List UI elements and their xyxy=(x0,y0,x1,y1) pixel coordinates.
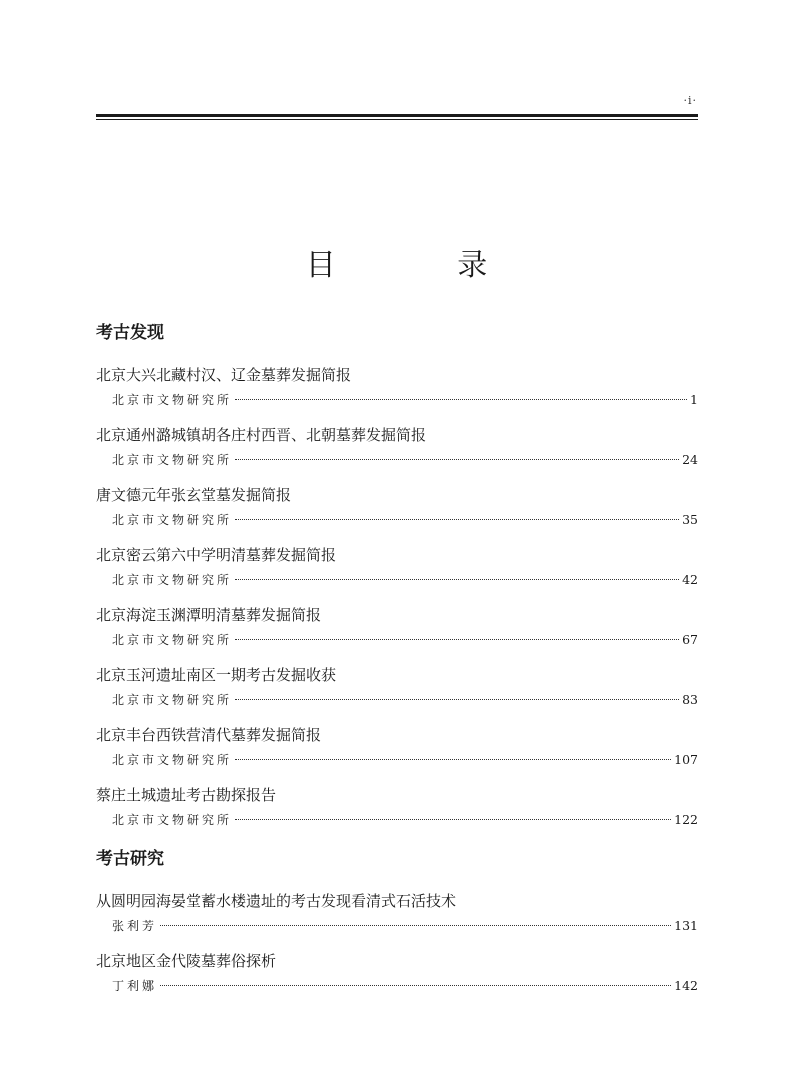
entry-title: 北京密云第六中学明清墓葬发掘简报 xyxy=(96,546,337,564)
dot-leader xyxy=(160,985,671,986)
toc-section xyxy=(96,844,698,1008)
entry-title: 北京海淀玉渊潭明清墓葬发掘简报 xyxy=(96,606,322,624)
entry-page: 67 xyxy=(682,632,698,647)
toc-entry[interactable] xyxy=(96,888,698,948)
dot-leader xyxy=(235,699,679,700)
toc-entry[interactable] xyxy=(96,362,698,422)
page-number: ·i· xyxy=(683,94,697,107)
dot-leader xyxy=(235,819,671,820)
entry-author: 北京市文物研究所 xyxy=(112,693,233,707)
entry-author: 北京市文物研究所 xyxy=(112,633,233,647)
entry-author: 北京市文物研究所 xyxy=(112,513,233,527)
entry-line xyxy=(96,808,698,832)
entry-title: 唐文德元年张玄堂墓发掘简报 xyxy=(96,486,292,504)
entry-page: 131 xyxy=(674,918,698,933)
entry-line xyxy=(96,568,698,592)
entry-line xyxy=(96,448,698,472)
toc-entry[interactable] xyxy=(96,662,698,722)
entry-line xyxy=(96,388,698,412)
entry-line xyxy=(96,748,698,772)
dot-leader xyxy=(235,579,679,580)
entry-line xyxy=(96,688,698,712)
entry-title: 北京大兴北藏村汉、辽金墓葬发掘简报 xyxy=(96,366,352,384)
entry-page: 107 xyxy=(674,752,698,767)
entry-line xyxy=(96,914,698,938)
entry-title: 北京丰台西铁营清代墓葬发掘简报 xyxy=(96,726,322,744)
dot-leader xyxy=(235,459,679,460)
dot-leader xyxy=(235,639,679,640)
entry-author: 北京市文物研究所 xyxy=(112,573,233,587)
toc-entry[interactable] xyxy=(96,948,698,1008)
entry-line xyxy=(96,508,698,532)
entry-author: 丁利娜 xyxy=(112,979,158,993)
toc-entry[interactable] xyxy=(96,722,698,782)
entry-page: 142 xyxy=(674,978,698,993)
toc-content xyxy=(96,318,698,1008)
entry-author: 北京市文物研究所 xyxy=(112,453,233,467)
toc-entry[interactable] xyxy=(96,542,698,602)
entry-author: 北京市文物研究所 xyxy=(112,753,233,767)
toc-entry[interactable] xyxy=(96,602,698,662)
entry-title: 北京通州潞城镇胡各庄村西晋、北朝墓葬发掘简报 xyxy=(96,426,427,444)
entry-page: 1 xyxy=(690,392,698,407)
toc-entry[interactable] xyxy=(96,482,698,542)
entry-line xyxy=(96,628,698,652)
dot-leader xyxy=(235,399,687,400)
dot-leader xyxy=(235,759,671,760)
entry-line xyxy=(96,974,698,998)
section-heading: 考古发现 xyxy=(96,323,164,343)
entry-page: 35 xyxy=(682,512,698,527)
entry-title: 北京玉河遗址南区一期考古发掘收获 xyxy=(96,666,337,684)
toc-title: 目 录 xyxy=(305,248,544,283)
entry-page: 24 xyxy=(682,452,698,467)
entry-page: 83 xyxy=(682,692,698,707)
entry-author: 北京市文物研究所 xyxy=(112,813,233,827)
section-heading: 考古研究 xyxy=(96,849,164,869)
entry-author: 北京市文物研究所 xyxy=(112,393,233,407)
toc-entry[interactable] xyxy=(96,782,698,842)
dot-leader xyxy=(160,925,671,926)
entry-author: 张利芳 xyxy=(112,919,158,933)
entry-title: 从圆明园海晏堂蓄水楼遗址的考古发现看清式石活技术 xyxy=(96,892,457,910)
entry-title: 蔡庄土城遗址考古勘探报告 xyxy=(96,786,277,804)
header-rule-thick xyxy=(96,114,698,117)
entry-page: 42 xyxy=(682,572,698,587)
toc-entry[interactable] xyxy=(96,422,698,482)
dot-leader xyxy=(235,519,679,520)
toc-section xyxy=(96,318,698,842)
header-rule-thin xyxy=(96,119,698,120)
entry-title: 北京地区金代陵墓葬俗探析 xyxy=(96,952,277,970)
entry-page: 122 xyxy=(674,812,698,827)
